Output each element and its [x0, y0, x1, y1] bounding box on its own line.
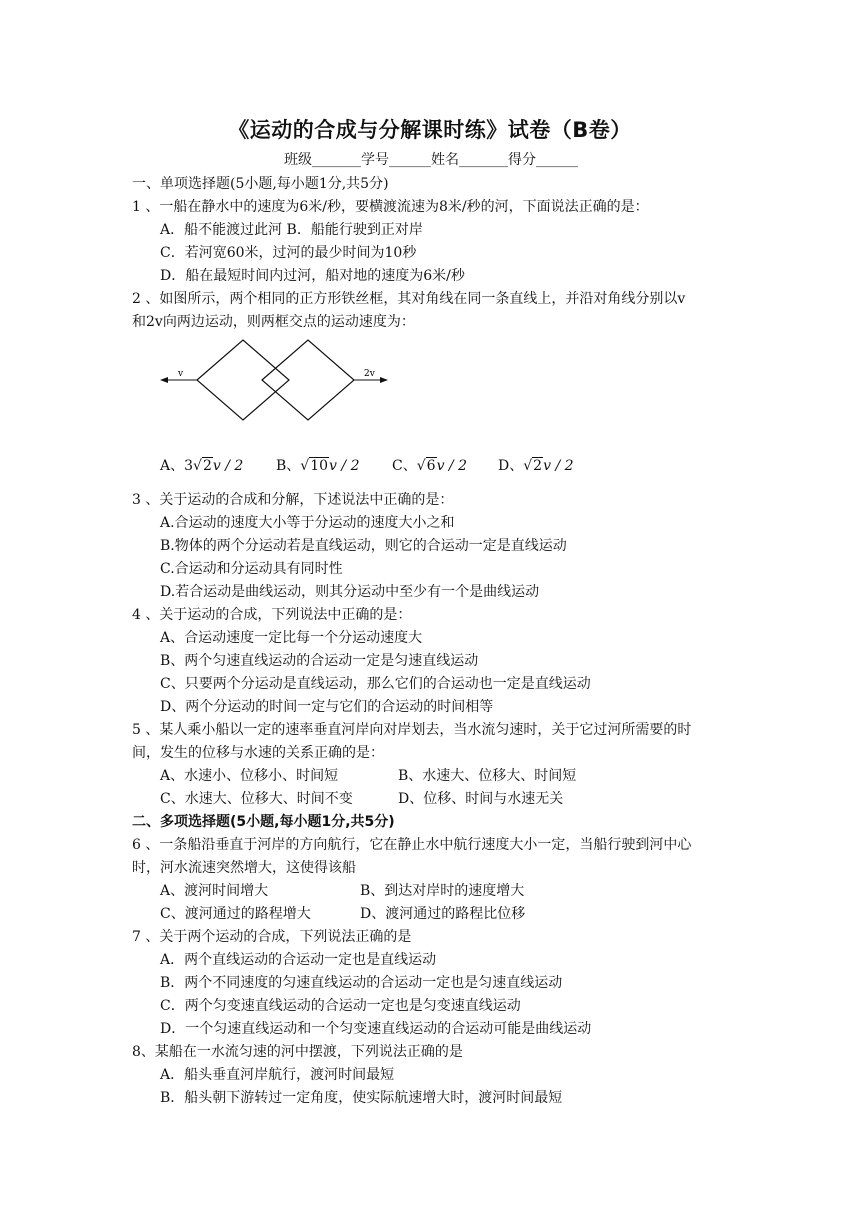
q6-stem-line2: 时，河水流速突然增大，这使得该船 — [132, 860, 356, 876]
section-2-heading: 二、多项选择题(5小题,每小题1分,共5分) — [132, 814, 395, 830]
q2-option-c — [392, 456, 467, 476]
q6-option-d: D、渡河通过的路程比位移 — [360, 906, 526, 922]
q7-option-d: D．一个匀速直线运动和一个匀变速直线运动的合运动可能是曲线运动 — [160, 1021, 592, 1037]
q6-option-b: B、到达对岸时的速度增大 — [360, 883, 525, 899]
q2-option-a-radicand: 2 — [202, 458, 212, 474]
q2-option-b-label: B、 — [276, 458, 301, 474]
q8-option-b: B．船头朝下游转过一定角度，使实际航速增大时，渡河时间最短 — [160, 1090, 563, 1106]
q5-option-a: A、水速小、位移小、时间短 — [160, 768, 339, 784]
q1-option-c: C．若河宽60米，过河的最少时间为10秒 — [160, 245, 417, 261]
q7-option-c: C．两个匀变速直线运动的合运动一定也是匀变速直线运动 — [160, 998, 521, 1014]
q2-option-b — [276, 456, 359, 476]
q2-option-a-tail: v / 2 — [212, 458, 244, 474]
q3-option-a: A.合运动的速度大小等于分运动的速度大小之和 — [160, 515, 455, 531]
q1-option-d: D．船在最短时间内过河，船对地的速度为6米/秒 — [160, 268, 465, 284]
q4-stem: 4 、关于运动的合成，下列说法中正确的是： — [132, 607, 412, 623]
q2-option-d-label: D、 — [498, 458, 524, 474]
q6-option-c: C、渡河通过的路程增大 — [160, 906, 311, 922]
q3-stem: 3 、关于运动的合成和分解，下述说法中正确的是： — [132, 492, 454, 508]
student-info-line: 班级_______学号______姓名_______得分______ — [284, 152, 578, 168]
q3-option-c: C.合运动和分运动具有同时性 — [160, 561, 343, 577]
left-square-frame — [197, 340, 289, 420]
sqrt-icon: √ — [300, 458, 310, 474]
q4-option-a: A、合运动速度一定比每一个分运动速度大 — [160, 630, 423, 646]
sqrt-icon: √ — [523, 458, 533, 474]
right-square-frame — [262, 340, 354, 420]
q8-option-a: A．船头垂直河岸航行，渡河时间最短 — [160, 1067, 395, 1083]
left-velocity-label: v — [178, 369, 184, 379]
left-arrow-head — [160, 377, 168, 383]
q2-option-b-tail: v / 2 — [329, 458, 360, 474]
q2-stem-line1: 2 、如图所示，两个相同的正方形铁丝框，其对角线在同一条直线上，并沿对角线分别以v — [132, 291, 686, 307]
sqrt-icon: √ — [193, 458, 202, 474]
q5-option-d: D、位移、时间与水速无关 — [398, 791, 564, 807]
q4-option-d: D、两个分运动的时间一定与它们的合运动的时间相等 — [160, 699, 494, 715]
q2-option-c-tail: v / 2 — [436, 458, 467, 474]
section-1-heading: 一、单项选择题(5小题,每小题1分,共5分) — [132, 176, 389, 192]
q2-stem-line2: 和2v向两边运动，则两框交点的运动速度为： — [132, 314, 415, 330]
q2-option-c-label: C、 — [392, 458, 417, 474]
two-squares-figure — [160, 334, 400, 438]
q1-options-ab: A．船不能渡过此河 B．船能行驶到正对岸 — [160, 222, 423, 238]
q2-option-c-radicand: 6 — [426, 458, 436, 474]
q7-stem: 7 、关于两个运动的合成，下列说法正确的是 — [132, 929, 412, 945]
q2-option-d-tail: v / 2 — [543, 458, 574, 474]
q8-stem: 8、某船在一水流匀速的河中摆渡，下列说法正确的是 — [132, 1044, 463, 1060]
q2-option-a-coef: 3 — [184, 458, 194, 474]
q2-option-a-label: A、 — [160, 458, 185, 474]
q2-option-b-radicand: 10 — [310, 458, 329, 474]
q1-stem: 1 、一船在静水中的速度为6米/秒，要横渡流速为8米/秒的河，下面说法正确的是： — [132, 199, 649, 215]
right-arrow-head — [380, 377, 388, 383]
right-velocity-label: 2v — [364, 369, 375, 379]
q4-option-c: C、只要两个分运动是直线运动，那么它们的合运动也一定是直线运动 — [160, 676, 591, 692]
q3-option-d: D.若合运动是曲线运动，则其分运动中至少有一个是曲线运动 — [160, 584, 540, 600]
q2-option-a — [160, 456, 243, 476]
q5-option-c: C、水速大、位移大、时间不变 — [160, 791, 353, 807]
sqrt-icon: √ — [416, 458, 426, 474]
q2-option-d — [498, 456, 574, 476]
q7-option-b: B．两个不同速度的匀速直线运动的合运动一定也是匀速直线运动 — [160, 975, 563, 991]
q5-stem-line2: 间，发生的位移与水速的关系正确的是： — [132, 745, 384, 761]
q4-option-b: B、两个匀速直线运动的合运动一定是匀速直线运动 — [160, 653, 479, 669]
q3-option-b: B.物体的两个分运动若是直线运动，则它的合运动一定是直线运动 — [160, 538, 567, 554]
q6-option-a: A、渡河时间增大 — [160, 883, 269, 899]
q7-option-a: A．两个直线运动的合运动一定也是直线运动 — [160, 952, 437, 968]
q6-stem-line1: 6 、一条船沿垂直于河岸的方向航行，它在静止水中航行速度大小一定，当船行驶到河中心 — [132, 837, 692, 853]
two-squares-diagram — [160, 334, 400, 434]
q2-option-d-radicand: 2 — [533, 458, 543, 474]
exam-title: 《运动的合成与分解课时练》试卷（B卷） — [228, 118, 632, 142]
q5-option-b: B、水速大、位移大、时间短 — [398, 768, 577, 784]
q5-stem-line1: 5 、某人乘小船以一定的速率垂直河岸向对岸划去，当水流匀速时，关于它过河所需要的时 — [132, 722, 692, 738]
